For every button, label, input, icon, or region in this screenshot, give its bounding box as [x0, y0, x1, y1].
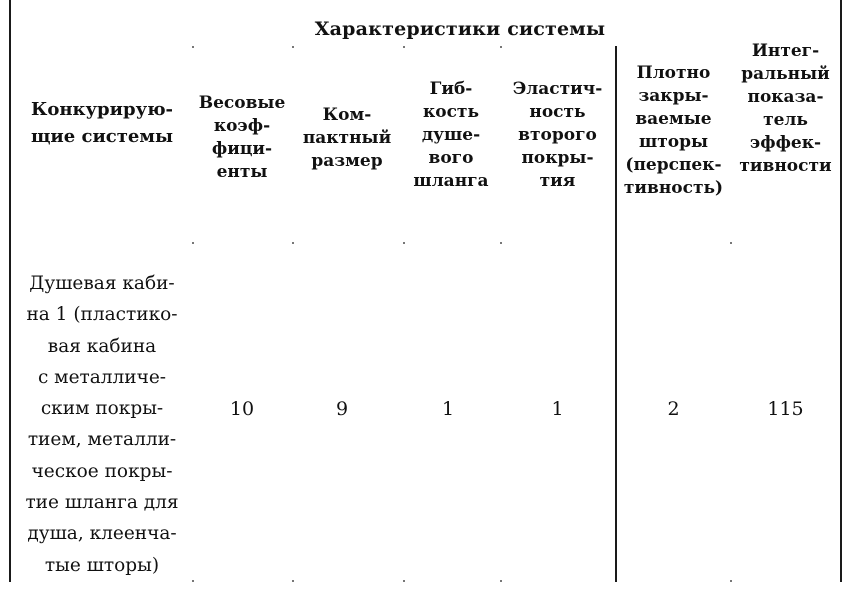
grid-dot [403, 580, 405, 582]
column-header-integral-indicator: Интег- ральный показа- тель эффек- тивности [739, 41, 832, 176]
cell-tight-curtains: 2 [667, 398, 680, 420]
cell-hose-flexibility: 1 [441, 398, 455, 420]
grid-dot [403, 242, 405, 244]
row-label-shower-cabin-1: Душевая каби- на 1 (пластико- вая кабина с металличе- ским покры- тием, металли- ческое покры- тие шланга для душа, клеенча- тые шторы) [25, 273, 179, 576]
cell-weights: 10 [229, 398, 255, 420]
column-header-coating-elasticity: Эластич- ность второго покры- тия [512, 79, 603, 191]
grid-dot [192, 580, 194, 582]
grid-dot [730, 242, 732, 244]
grid-dot [192, 242, 194, 244]
table-left-border [9, 0, 11, 582]
grid-dot [192, 46, 194, 48]
table-right-border [840, 0, 842, 582]
grid-dot [292, 46, 294, 48]
grid-dot [730, 580, 732, 582]
grid-dot [292, 580, 294, 582]
grid-dot [500, 46, 502, 48]
column-header-compact-size: Ком- пактный размер [302, 105, 392, 171]
cell-compact-size: 9 [335, 398, 349, 420]
grid-dot [500, 242, 502, 244]
column-header-hose-flexibility: Гиб- кость душе- вого шланга [413, 79, 489, 191]
corner-header: Конкурирую- щие системы [30, 99, 174, 147]
column-header-tight-curtains: Плотно закры- ваемые шторы (перспек- тивность) [623, 63, 724, 198]
grid-dot [403, 46, 405, 48]
cell-coating-elasticity: 1 [551, 398, 564, 420]
table-title: Характеристики системы [314, 18, 606, 40]
cell-integral-indicator: 115 [767, 398, 804, 420]
grid-dot [500, 580, 502, 582]
column-header-weights: Весовые коэф- фици- енты [198, 93, 286, 182]
grid-dot [292, 242, 294, 244]
